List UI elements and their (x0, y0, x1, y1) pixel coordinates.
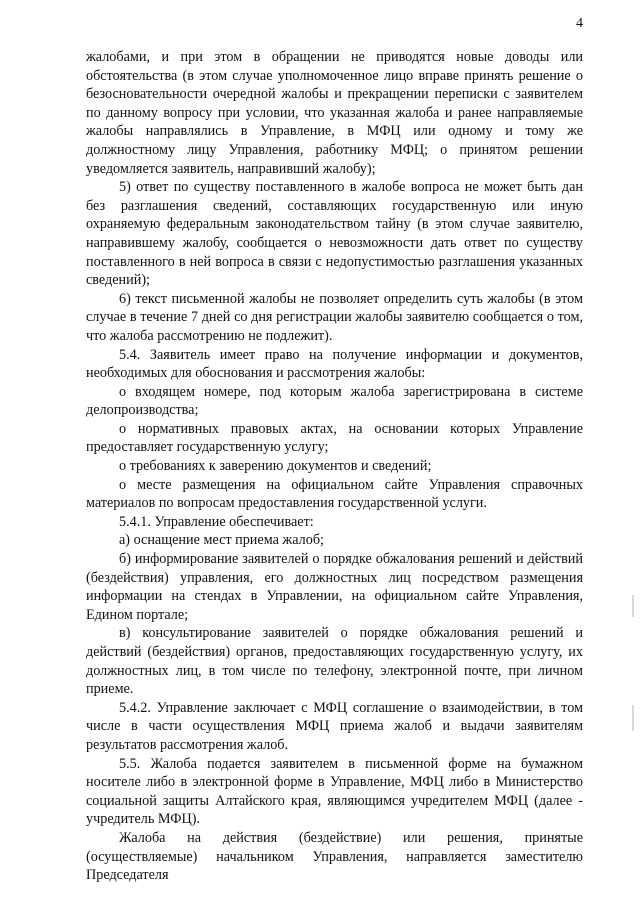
paragraph-item-c: в) консультирование заявителей о порядке обжалования решений и действий (бездействия) органов, предоставляющих государственную услугу, их должностных лиц, в том числе по телефону, электронной почте, при личном приеме. (86, 625, 583, 698)
paragraph-section-5-5: 5.5. Жалоба подается заявителем в письменной форме на бумажном носителе либо в электронной форме в Управление, МФЦ либо в Министерство социальной защиты Алтайского края, являющимся учредителем МФЦ (далее - учредитель МФЦ). (86, 755, 583, 828)
paragraph-complaint-head: Жалоба на действия (бездействие) или решения, принятые (осуществляемые) начальником Управления, направляется заместителю Председателя (86, 829, 583, 884)
page-number: 4 (576, 16, 583, 31)
paragraph-item-b: б) информирование заявителей о порядке обжалования решений и действий (бездействия) управления, его должностных лиц посредством размещения информации на стендах в Управлении, на официальном сайте Управления, Едином портале; (86, 551, 583, 623)
paragraph-legal-acts: о нормативных правовых актах, на основании которых Управление предоставляет государственную услугу; (86, 420, 583, 456)
paragraph-complaint-repeat: жалобами, и при этом в обращении не приводятся новые доводы или обстоятельства (в этом случае уполномоченное лицо вправе принять решение о безосновательности очередной жалобы и прекращении переписки с заявителем по данному вопросу при условии, что указанная жалоба и ранее направляемые жалобы направлялись в Управление, в МФЦ или одному и тому же должностному лицу Управления, работнику МФЦ; о принятом решении уведомляется заявитель, направивший жалобу); (86, 49, 583, 177)
paragraph-item-6: 6) текст письменной жалобы не позволяет определить суть жалобы (в этом случае в течение 7 дней со дня регистрации жалобы заявителю сообщается о том, что жалоба рассмотрению не подлежит). (86, 290, 583, 344)
paragraph-section-5-4-2: 5.4.2. Управление заключает с МФЦ соглашение о взаимодействии, в том числе в части осуществления МФЦ приема жалоб и выдачи заявителям результатов рассмотрения жалоб. (86, 699, 583, 753)
scan-edge-mark (632, 595, 634, 617)
paragraph-section-5-4-1: 5.4.1. Управление обеспечивает: (119, 513, 314, 530)
paragraph-section-5-4: 5.4. Заявитель имеет право на получение информации и документов, необходимых для обоснования и рассмотрения жалобы: (86, 346, 583, 382)
scan-edge-mark (632, 705, 634, 731)
paragraph-certification-requirements: о требованиях к заверению документов и сведений; (119, 458, 432, 475)
document-body (86, 48, 583, 885)
paragraph-incoming-number: о входящем номере, под которым жалоба зарегистрирована в системе делопроизводства; (86, 383, 583, 419)
paragraph-item-a: а) оснащение мест приема жалоб; (119, 532, 324, 549)
paragraph-item-5: 5) ответ по существу поставленного в жалобе вопроса не может быть дан без разглашения сведений, составляющих государственную или иную охраняемую федеральным законодательством тайну (в этом случае заявителю, направившему жалобу, сообщается о невозможности дать ответ по существу поставленного в ней вопроса в связи с недопустимостью разглашения указанных сведений); (86, 179, 583, 289)
paragraph-reference-materials: о месте размещения на официальном сайте Управления справочных материалов по вопросам предоставления государственной услуги. (86, 476, 583, 512)
